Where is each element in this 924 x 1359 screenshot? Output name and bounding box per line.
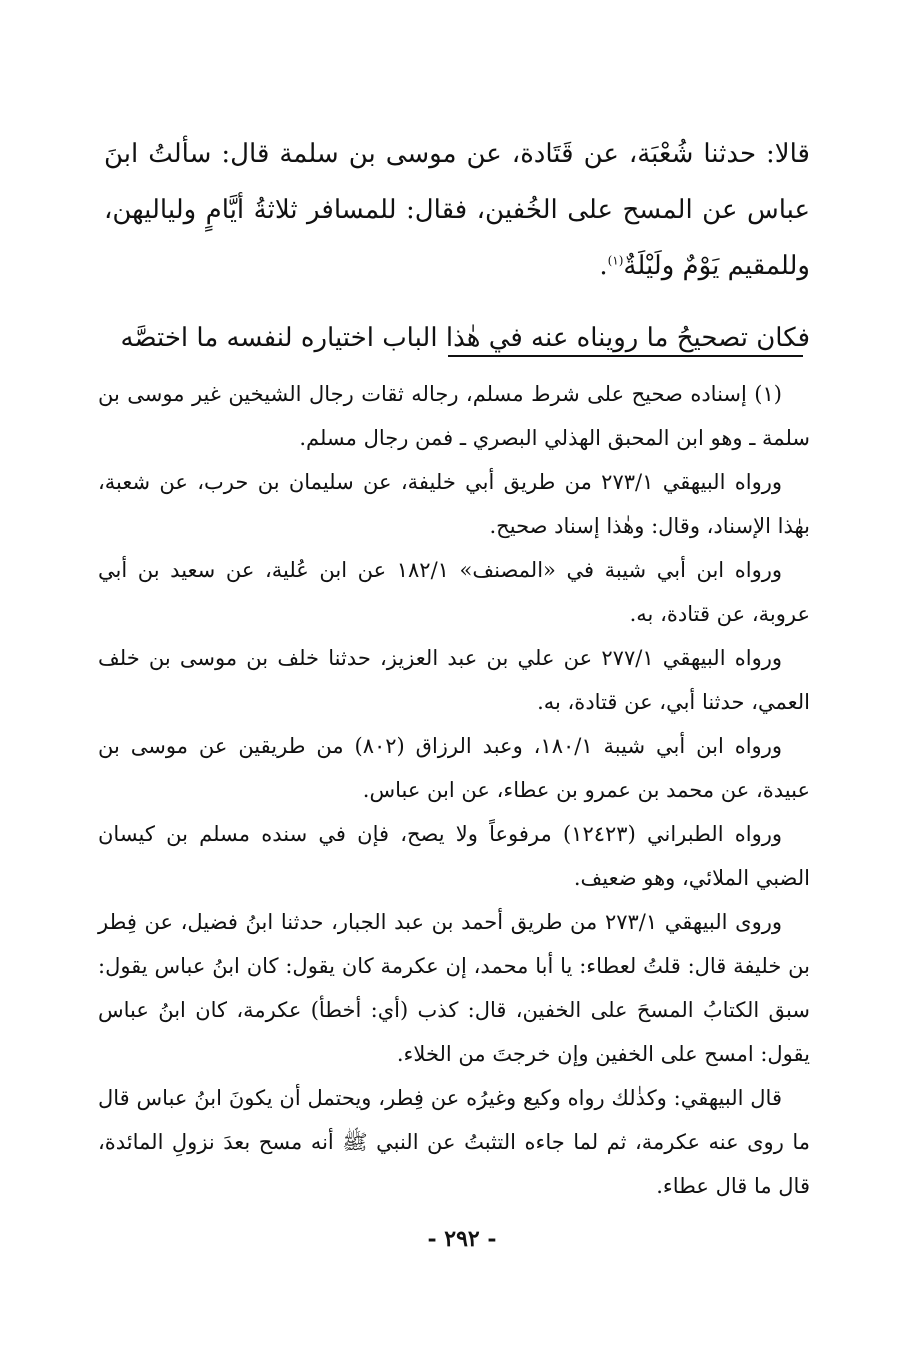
main-paragraph-text: قالا: حدثنا شُعْبَة، عن قَتَادة، عن موسى بن سلمة قال: سألتُ ابنَ عباس عن المسح على الخُفين، فقال: للمسافر ثلاثةُ أيَّامٍ ولياليهن، وللمقيم يَوْمٌ ولَيْلَةٌ (104, 139, 810, 281)
footnotes (98, 372, 810, 1208)
footnote-paragraph: ورواه البيهقي ٢٧٧/١ عن علي بن عبد العزيز، حدثنا خلف بن موسى بن خلف العمي، حدثنا أبي، عن قتادة، به. (98, 646, 810, 714)
main-paragraph: فكان تصحيحُ ما رويناه عنه في هٰذا الباب اختياره لنفسه ما اختصَّه (120, 323, 810, 353)
footnote-paragraph: ورواه ابن أبي شيبة في «المصنف» ١٨٢/١ عن ابن عُلية، عن سعيد بن أبي عروبة، عن قتادة، به. (98, 558, 810, 626)
footnote-paragraph: ورواه البيهقي ٢٧٣/١ من طريق أبي خليفة، عن سليمان بن حرب، عن شعبة، بهٰذا الإسناد، وقال: وهٰذا إسناد صحيح. (98, 470, 810, 538)
main-paragraph: قالا: حدثنا شُعْبَة، عن قَتَادة، عن موسى بن سلمة قال: سألتُ ابنَ عباس عن المسح على الخُفين، فقال: للمسافر ثلاثةُ أيَّامٍ ولياليهن، وللمقيم يَوْمٌ ولَيْلَةٌ$^{(١)}$. (104, 139, 810, 281)
footnote-paragraph: ورواه الطبراني (١٢٤٢٣) مرفوعاً ولا يصح، فإن في سنده مسلم بن كيسان الضبي الملائي، وهو ضعيف. (98, 822, 810, 890)
footnote-separator (448, 355, 803, 357)
page-number: - ٢٩٢ - (427, 1226, 497, 1252)
footnote-marker[interactable]: (١) (607, 253, 624, 268)
footnote-paragraph: (١) إسناده صحيح على شرط مسلم، رجاله ثقات رجال الشيخين غير موسى بن سلمة ـ وهو ابن المحبق الهذلي البصري ـ فمن رجال مسلم. (98, 382, 810, 450)
footnote-paragraph: ورواه ابن أبي شيبة ١٨٠/١، وعبد الرزاق (٨٠٢) من طريقين عن موسى بن عبيدة، عن محمد بن عمرو بن عطاء، عن ابن عباس. (98, 734, 810, 802)
footnote-paragraph: وروى البيهقي ٢٧٣/١ من طريق أحمد بن عبد الجبار، حدثنا ابنُ فضيل، عن فِطر بن خليفة قال: قلتُ لعطاء: يا أبا محمد، إن عكرمة كان يقول: كان ابنُ عباس يقول: سبق الكتابُ المسحَ على الخفين، قال: كذب (أي: أخطأ) عكرمة، كان ابنُ عباس يقول: امسح على الخفين وإن خرجتَ من الخلاء. (98, 910, 810, 1066)
main-text (104, 126, 810, 366)
footnote-paragraph: قال البيهقي: وكذٰلك رواه وكيع وغيرُه عن فِطر، ويحتمل أن يكونَ ابنُ عباس قال ما روى عنه عكرمة، ثم لما جاءه التثبتُ عن النبي ﷺ أنه مسح بعدَ نزولِ المائدة، قال ما قال عطاء. (98, 1086, 810, 1198)
